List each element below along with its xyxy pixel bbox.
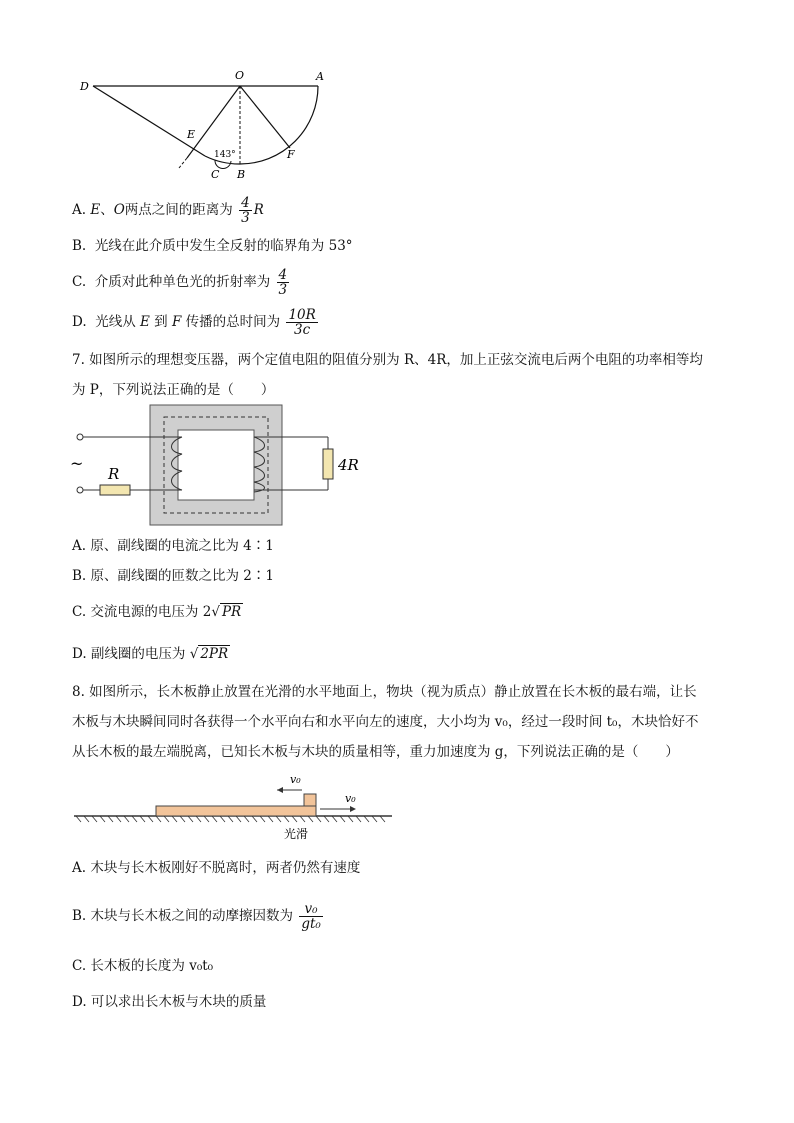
q6-option-d: D. 光线从 E 到 F 传播的总时间为 $\frac{10R}{3c}$ bbox=[72, 307, 316, 338]
q7-stem-line1: 7. 如图所示的理想变压器，两个定值电阻的阻值分别为 R、4R，加上正弦交流电后两个电阻的功率相等均 bbox=[72, 352, 703, 368]
board-velocity-arrowhead bbox=[350, 806, 356, 812]
line-OF bbox=[240, 86, 290, 148]
ray-DC bbox=[93, 86, 205, 156]
q7-stem-line2: 为 P，下列说法正确的是（ ） bbox=[72, 382, 275, 398]
q7-option-b: B. 原、副线圈的匝数之比为 2∶1 bbox=[72, 568, 274, 584]
q8-option-d: D. 可以求出长木板与木块的质量 bbox=[72, 994, 267, 1010]
small-block bbox=[304, 794, 316, 806]
label-C: C bbox=[211, 168, 220, 181]
q6-option-a: A. E、O两点之间的距离为 $\frac{4}{3}$ R bbox=[72, 195, 264, 226]
label-D: D bbox=[80, 80, 89, 93]
q8-option-b: B. 木块与长木板之间的动摩擦因数为 $\frac{\text{v₀}}{\text{gt₀}}$ bbox=[72, 901, 321, 932]
transformer-figure bbox=[70, 402, 370, 528]
label-4R: 4R bbox=[338, 456, 359, 474]
terminal-top bbox=[77, 434, 83, 440]
core-window bbox=[178, 430, 254, 500]
q8-option-a: A. 木块与长木板刚好不脱离时，两者仍然有速度 bbox=[72, 860, 361, 876]
label-smooth: 光滑 bbox=[284, 827, 309, 841]
ac-source-symbol: ~ bbox=[70, 454, 84, 473]
ground-hatching bbox=[76, 816, 385, 822]
label-O: O bbox=[235, 69, 245, 82]
q8-stem-line3: 从长木板的最左端脱离，已知长木板与木块的质量相等，重力加速度为 g，下列说法正确的是（ ） bbox=[72, 744, 679, 760]
optics-figure bbox=[75, 66, 335, 186]
q7-option-c: C. 交流电源的电压为 2√ PR bbox=[72, 604, 242, 620]
terminal-bottom bbox=[77, 487, 83, 493]
long-board bbox=[156, 806, 316, 816]
label-E: E bbox=[187, 128, 196, 141]
board-block-figure bbox=[72, 768, 402, 848]
q6-option-c: C. 介质对此种单色光的折射率为 $\frac{4}{3}$ bbox=[72, 267, 288, 298]
label-A: A bbox=[316, 70, 324, 83]
label-R: R bbox=[108, 465, 120, 483]
label-v0-block: v₀ bbox=[290, 773, 301, 786]
q8-stem-line1: 8. 如图所示，长木板静止放置在光滑的水平地面上，物块（视为质点）静止放置在长木板的最右端，让长 bbox=[72, 684, 697, 700]
q6-option-b: B. 光线在此介质中发生全反射的临界角为 53° bbox=[72, 238, 353, 254]
label-angle: 143° bbox=[214, 150, 236, 160]
label-F: F bbox=[287, 148, 295, 161]
q8-option-c: C. 长木板的长度为 v₀t₀ bbox=[72, 958, 214, 974]
q7-option-a: A. 原、副线圈的电流之比为 4∶1 bbox=[72, 538, 274, 554]
normal-dashed bbox=[179, 158, 187, 168]
resistor-R bbox=[100, 485, 130, 495]
block-velocity-arrowhead bbox=[277, 787, 283, 793]
label-B: B bbox=[237, 168, 246, 181]
label-v0-board: v₀ bbox=[345, 792, 356, 805]
ray-OE bbox=[187, 86, 240, 158]
q8-stem-line2: 木板与木块瞬间同时各获得一个水平向右和水平向左的速度，大小均为 v₀，经过一段时间 t₀，木块恰好不 bbox=[72, 714, 699, 730]
q7-option-d: D. 副线圈的电压为 √ 2PR bbox=[72, 646, 229, 662]
resistor-4R bbox=[323, 449, 333, 479]
